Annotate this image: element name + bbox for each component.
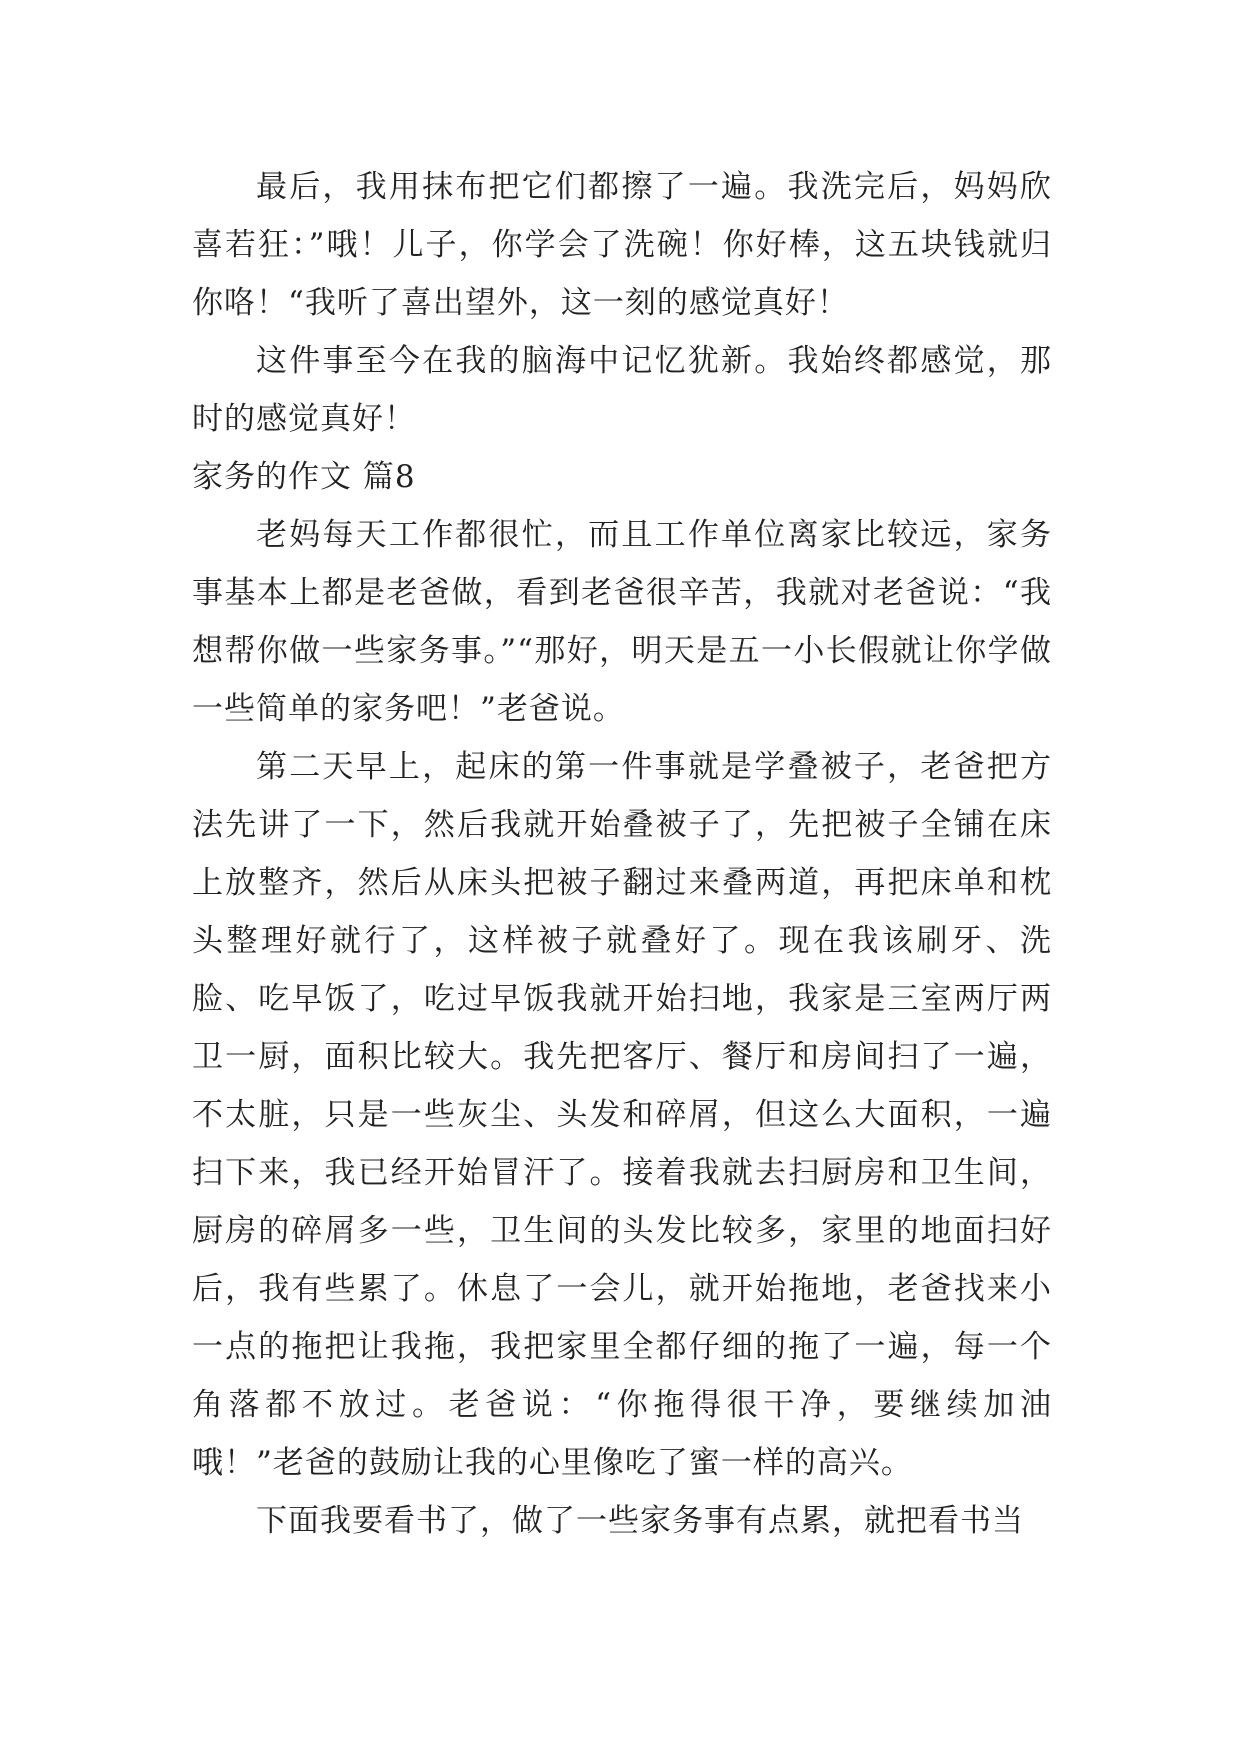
paragraph: 这件事至今在我的脑海中记忆犹新。我始终都感觉，那时的感觉真好！ — [192, 343, 1052, 437]
paragraph: 第二天早上，起床的第一件事就是学叠被子，老爸把方法先讲了一下，然后我就开始叠被子了，先把被子全铺在床上放整齐，然后从床头把被子翻过来叠两道，再把床单和枕头整理好就行了，这样被子就叠好了。现在我该刷牙、洗脸、吃早饭了，吃过早饭我就开始扫地，我家是三室两厅两卫一厨，面积比较大。我先把客厅、餐厅和房间扫了一遍，不太脏，只是一些灰尘、头发和碎屑，但这么大面积，一遍扫下来，我已经开始冒汗了。接着我就去扫厨房和卫生间，厨房的碎屑多一些，卫生间的头发比较多，家里的地面扫好后，我有些累了。休息了一会儿，就开始拖地，老爸找来小一点的拖把让我拖，我把家里全都仔细的拖了一遍，每一个角落都不放过。老爸说：“你拖得很干净，要继续加油哦！”老爸的鼓励让我的心里像吃了蜜一样的高兴。 — [192, 749, 1052, 1481]
paragraph: 下面我要看书了，做了一些家务事有点累，就把看书当 — [256, 1503, 1024, 1539]
document-body — [192, 158, 1052, 1550]
section-heading: 家务的作文 篇8 — [192, 459, 416, 495]
paragraph: 老妈每天工作都很忙，而且工作单位离家比较远，家务事基本上都是老爸做，看到老爸很辛苦，我就对老爸说：“我想帮你做一些家务事。”“那好，明天是五一小长假就让你学做一些简单的家务吧！”老爸说。 — [192, 517, 1052, 727]
paragraph: 最后，我用抹布把它们都擦了一遍。我洗完后，妈妈欣喜若狂：”哦！儿子，你学会了洗碗！你好棒，这五块钱就归你咯！“我听了喜出望外，这一刻的感觉真好！ — [192, 169, 1052, 321]
